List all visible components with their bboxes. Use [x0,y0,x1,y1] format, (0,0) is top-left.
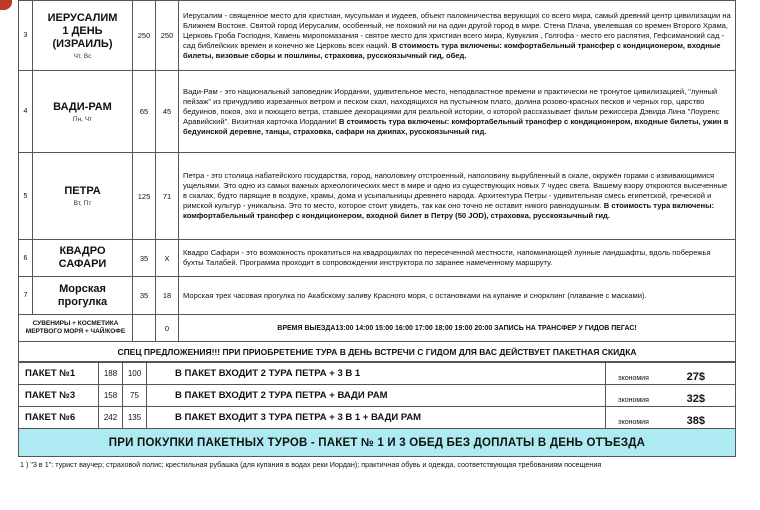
footnote: 1 ) "3 в 1": турист ваучер; страховой полис; крестильная рубашка (для купания в водах реки Иордан); практичная обувь и одежда, соответствующая требованиям посещения [20,460,602,469]
package-name: ПАКЕТ №1 [19,363,99,385]
package-price-child: 100 [123,363,147,385]
souvenir-name-cell [19,315,133,342]
tour-price-child: 45 [156,71,179,153]
tour-name: САФАРИ [58,258,107,270]
tour-name: (ИЗРАИЛЬ) [52,37,113,50]
special-offer: СПЕЦ ПРЕДЛОЖЕНИЯ!!! ПРИ ПРИОБРЕТЕНИЕ ТУРА В ДЕНЬ ВСТРЕЧИ С ГИДОМ ДЛЯ ВАС ДЕЙСТВУЕТ ПАКЕТНАЯ СКИДКА [18,342,736,362]
tour-price-child: 250 [156,1,179,71]
tour-name: КВАДРО [59,245,106,257]
package-row [19,363,736,385]
tour-price-child: 71 [156,153,179,240]
tour-desc-text: Петра - это столица набатейского государства, город, наполовину отстроенный, наполовину вырубленный в скале, окружён горами с извивающимися ущельями. Это одно из самых важных археологических мест в мире и одно из существующих новых 7 чудес света. Вашему взору откроются высеченные в скалах, будто парящие в воздухе, храмы, дома и усыпальницы древнего народа. Архитектура Петры - удивительная смесь египетской, греческой и римской культур - уникальна. Это то место, которое стоит увидеть, так как оно точно не оставит никого равнодушным. [183,171,728,210]
savings-amount: 32$ [686,393,705,405]
tour-name: 1 ДЕНЬ [62,24,103,37]
tour-desc-text: Вади-Рам - это национальный заповедник Иордании, удивительное место, неподвластное времени и практически не тронутое цивилизацией, "лунный пейзаж" из причудливо изрезанных ветром и песком скал, находящихся на пустынном плато, долина розово-красных песков и черных гор, царство бедуинов, покоя, эхо и поющего ветра, ставшее декорациями для реальной истории, о которой рассказывает фильм режиссера Дэвида Лина "Лоуренс Аравийский". Визитная карточка Иордании! [183,86,720,126]
tour-name: ИЕРУСАЛИМ [47,11,118,24]
departure-times: ВРЕМЯ ВЫЕЗДА13:00 14:00 15:00 16:00 17:00 18:00 19:00 20:00 ЗАПИСЬ НА ТРАНСФЕР У ГИДОВ ПЕГАС! [179,315,736,342]
package-price-child: 75 [123,385,147,407]
tour-name-cell [33,277,133,315]
tour-description [179,1,736,71]
tour-row [19,1,736,71]
tour-name: Морская [59,282,106,295]
package-description: В ПАКЕТ ВХОДИТ 2 ТУРА ПЕТРА + ВАДИ РАМ [147,385,606,407]
savings-label: экономия [618,375,649,382]
tour-name: ПЕТРА [64,185,101,197]
souvenir-name: СУВЕНИРЫ + КОСМЕТИКА МЕРТВОГО МОРЯ + ЧАЙ/КОФЕ [25,320,126,335]
package-name: ПАКЕТ №6 [19,407,99,429]
tour-number: 6 [19,240,33,277]
tour-price-adult: 35 [133,240,156,277]
souvenir-blank [133,315,156,342]
tour-desc-text: Квадро Сафари - это возможность прокатиться на квадроциклах по пересеченной местности, напоминающей лунные ландшафты, вдоль побережья бухты Талабей. Программа проходит в сопровождении инструктора по заранее намеченному маршруту. [183,248,711,267]
tour-number: 4 [19,71,33,153]
price-sheet [18,0,736,472]
savings-amount: 38$ [686,415,705,427]
tour-desc-text: Иерусалим - священное место для христиан, мусульман и иудеев, объект паломничества верующих со всего мира, самый древний центр цивилизации на Ближнем Востоке. Святой город Иерусалим, особенный, не похожий ни на один другой город в мире. Стена Плача, увелевшая со времен Второго Храма, Церковь Гроба Господня, Камень миропомазания - святое место для христиан всего мира, Кувуклия , Голгофа - место его распятия, Гефсиманский сад - сад библейских времен и конечно же Церковь всех наций. [183,10,731,50]
tour-row [19,71,736,153]
package-banner: ПРИ ПОКУПКИ ПАКЕТНЫХ ТУРОВ - ПАКЕТ № 1 И 3 ОБЕД БЕЗ ДОПЛАТЫ В ДЕНЬ ОТЪЕЗДА [18,429,736,457]
tours-table [18,0,736,342]
packages-table [18,362,736,429]
tour-name: ВАДИ-РАМ [53,100,112,113]
tour-description [179,71,736,153]
package-name: ПАКЕТ №3 [19,385,99,407]
tour-price-child: 18 [156,277,179,315]
tour-includes: В стоимость тура включены: комфортабельный трансфер с кондиционером, входной билет в Петру (50 JOD), страховка, русскоязычный гид. [183,201,715,220]
package-price-adult: 188 [99,363,123,385]
package-savings [606,385,736,407]
tour-name-cell [33,153,133,240]
souvenir-price: 0 [156,315,179,342]
tour-price-adult: 65 [133,71,156,153]
package-savings [606,363,736,385]
tour-price-adult: 125 [133,153,156,240]
tour-name: прогулка [57,295,108,308]
savings-amount: 27$ [686,371,705,383]
tour-number: 5 [19,153,33,240]
tour-days: Вт, Пт [73,200,92,207]
savings-label: экономия [618,397,649,404]
tour-description [179,277,736,315]
tour-includes: В стоимость тура включены: комфортабельный трансфер с кондиционером, входные билеты, ужин в бедуинской деревне, танцы, страховка, сафари на джипах, русскоязычный гид. [183,116,729,136]
tour-price-adult: 35 [133,277,156,315]
tour-days: Чт, Вс [73,52,92,60]
tour-number: 7 [19,277,33,315]
souvenir-row [19,315,736,342]
tour-description [179,240,736,277]
package-savings [606,407,736,429]
tour-includes: В стоимость тура включены: комфортабельный трансфер с кондиционером, входные билеты, визовые сборы и пошлины, страховка, русскоязычный гид, обед. [183,40,721,60]
tour-description [179,153,736,240]
tour-name-cell [33,71,133,153]
package-price-adult: 158 [99,385,123,407]
package-row [19,385,736,407]
tour-desc-text: Морская трех часовая прогулка по Акабскому заливу Красного моря, с остановками на купание и снорклинг (плавание с масками). [183,290,647,300]
tour-name-cell [33,240,133,277]
tour-number: 3 [19,1,33,71]
package-description: В ПАКЕТ ВХОДИТ 3 ТУРА ПЕТРА + 3 В 1 + ВАДИ РАМ [147,407,606,429]
package-price-adult: 242 [99,407,123,429]
tour-row [19,153,736,240]
tour-row [19,240,736,277]
tour-name-cell [33,1,133,71]
package-price-child: 135 [123,407,147,429]
tour-price-adult: 250 [133,1,156,71]
package-row [19,407,736,429]
tour-days: Пн, Чт [72,115,93,123]
corner-mark [0,0,12,10]
tour-price-child: X [156,240,179,277]
package-description: В ПАКЕТ ВХОДИТ 2 ТУРА ПЕТРА + 3 В 1 [147,363,606,385]
tour-row [19,277,736,315]
savings-label: экономия [618,419,649,426]
